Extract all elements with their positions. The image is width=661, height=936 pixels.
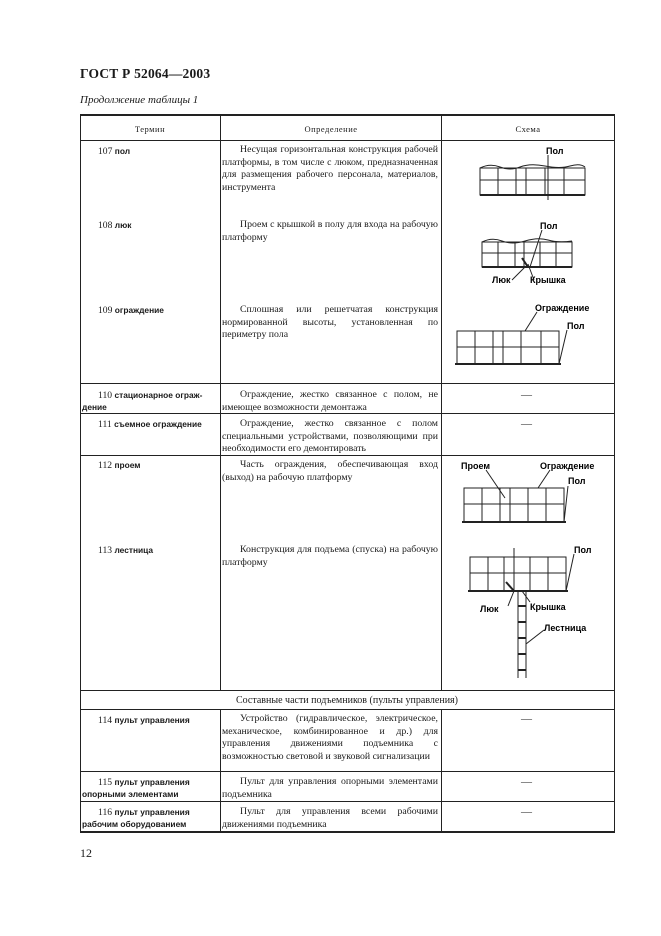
definition-110: Ограждение, жестко связанное с полом, не имеющее возможности демонтажа <box>222 389 438 413</box>
label-guardrail: Ограждение <box>540 461 595 471</box>
term-115: 115 пульт управления <box>98 777 190 788</box>
term-114: 114 пульт управления <box>98 715 190 726</box>
definition-108: Проем с крышкой в полу для входа на рабочую платформу <box>222 219 438 243</box>
scheme-111-dash: — <box>521 418 532 430</box>
label-floor: Пол <box>540 221 558 231</box>
label-opening: Проем <box>461 461 491 471</box>
label-lid: Крышка <box>530 275 566 285</box>
scheme-114-dash: — <box>521 713 532 725</box>
scheme-opening <box>458 458 608 538</box>
term-116: 116 пульт управления <box>98 807 190 818</box>
definition-111: Ограждение, жестко связанное с полом специальными устройствами, позволяющими при необходимости его демонтировать <box>222 418 438 455</box>
scheme-floor <box>470 145 600 205</box>
label-ladder: Лестница <box>544 623 587 633</box>
term-109: 109 ограждение <box>98 305 164 316</box>
label-lid: Крышка <box>530 602 566 612</box>
label-floor: Пол <box>574 545 592 555</box>
scheme-ladder <box>460 540 610 685</box>
page-number: 12 <box>80 846 92 860</box>
term-116-cont: рабочим оборудованием <box>82 819 187 829</box>
label-floor: Пол <box>546 146 564 156</box>
definition-109: Сплошная или решетчатая конструкция нормированной высоты, установленная по периметру пола <box>222 304 438 341</box>
definition-107: Несущая горизонтальная конструкция рабочей платформы, в том числе с люком, предназначенная для размещения рабочего персонала, материалов, инструмента <box>222 144 438 193</box>
term-108: 108 люк <box>98 220 132 231</box>
page-header: ГОСТ Р 52064—2003 <box>80 66 211 81</box>
term-112: 112 проем <box>98 460 141 471</box>
table-continuation-caption: Продолжение таблицы 1 <box>80 94 199 106</box>
definition-114: Устройство (гидравлическое, электрическое, механическое, комбинированное и др.) для управления движениями подъемника с возможностью световой и звуковой сигнализации <box>222 713 438 762</box>
term-107: 107 пол <box>98 146 131 157</box>
section-title: Составные части подъемников (пульты управления) <box>236 695 458 706</box>
column-header-term: Термин <box>134 124 166 134</box>
term-115-cont: опорными элементами <box>82 789 179 799</box>
column-header-definition: Определение <box>304 124 358 134</box>
scheme-116-dash: — <box>521 806 532 818</box>
label-floor: Пол <box>568 476 586 486</box>
label-hatch: Люк <box>492 275 511 285</box>
definition-116: Пульт для управления всеми рабочими движениями подъемника <box>222 806 438 830</box>
scheme-hatch <box>470 220 600 290</box>
label-guardrail: Ограждение <box>535 303 590 313</box>
scheme-115-dash: — <box>521 776 532 788</box>
column-header-scheme: Схема <box>515 124 541 134</box>
scheme-110-dash: — <box>521 389 532 401</box>
term-110-cont: дение <box>82 402 107 412</box>
term-111: 111 съемное ограждение <box>98 419 202 430</box>
definition-115: Пульт для управления опорными элементами подъемника <box>222 776 438 800</box>
label-hatch: Люк <box>480 604 499 614</box>
term-113: 113 лестница <box>98 545 154 556</box>
scheme-guardrail <box>455 300 610 380</box>
label-floor: Пол <box>567 321 585 331</box>
definition-112: Часть ограждения, обеспечивающая вход (выход) на рабочую платформу <box>222 459 438 483</box>
term-110: 110 стационарное ограж- <box>98 390 203 401</box>
definition-113: Конструкция для подъема (спуска) на рабочую платформу <box>222 544 438 568</box>
